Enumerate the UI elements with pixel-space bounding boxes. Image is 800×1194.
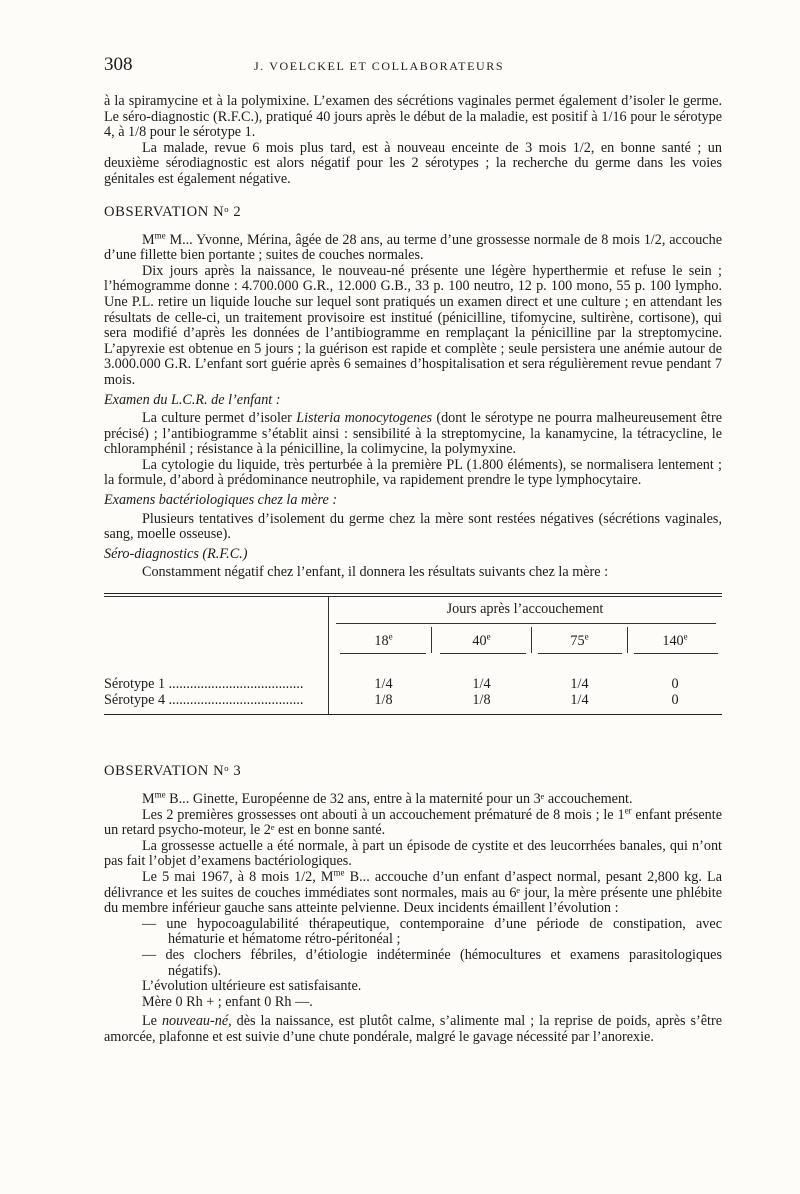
- column-header: [432, 633, 531, 650]
- paragraph: Plusieurs tentatives d’isolement du germe chez la mère sont restées négatives (sécrétions vaginales, sang, moelle osseuse).: [104, 510, 722, 543]
- paragraph: [104, 1014, 722, 1045]
- superscript: me: [333, 867, 345, 878]
- text: 40: [472, 633, 487, 650]
- text: 140: [662, 633, 684, 650]
- observation-2-heading: OBSERVATION Nᵒ 2: [104, 203, 242, 220]
- emphasis: nouveau-né,: [161, 1013, 232, 1030]
- superscript: e: [486, 631, 491, 642]
- paragraph: [104, 804, 722, 839]
- table-divider: [431, 627, 432, 653]
- list-item: — des clochers fébriles, d’étiologie indéterminée (hémocultures et examens parasitologiques négatifs).: [142, 946, 722, 979]
- paragraph: à la spiramycine et à la polymixine. L’examen des sécrétions vaginales permet également d’isoler le germe. Le séro-diagnostic (R.F.C.), pratiqué 40 jours après le début de la maladie, est positif à 1/16 pour le sérotype 4, à 1/8 pour le sérotype 1.: [104, 93, 722, 141]
- column-header: [628, 633, 722, 650]
- text: 75: [570, 633, 585, 650]
- table-divider: [627, 627, 628, 653]
- table-rule: [440, 653, 526, 654]
- table-cell: 0: [671, 676, 679, 693]
- text: 18: [374, 633, 389, 650]
- table-rule: [104, 596, 722, 597]
- table-cell: 1/4: [570, 676, 589, 693]
- paragraph: Constamment négatif chez l’enfant, il donnera les résultats suivants chez la mère :: [142, 564, 609, 581]
- table-cell: 1/4: [570, 692, 589, 709]
- superscript: me: [154, 229, 166, 240]
- text: (dont le sérotype ne pourra malheureusement être précisé) ; l’antibiogramme s’établit ainsi : sensibilité à la streptomycine, la kanamycine, la tétracycline, le chloramphénil ; résistance à la pénicilline, la colimycine, la polymyxine.: [104, 410, 722, 458]
- table-rule: [336, 623, 716, 624]
- subheading: Examens bactériologiques chez la mère :: [104, 492, 338, 509]
- superscript: me: [154, 789, 166, 800]
- table-divider: [531, 627, 532, 653]
- text: dès la naissance, est plutôt calme, s’alimente mal ; la reprise de poids, après s’être amorcée, plafonne et est suivie d’une chute pondérale, malgré le gavage nécessité par l’anorexie.: [104, 1013, 723, 1045]
- page-header: [104, 54, 722, 78]
- superscript: e: [584, 631, 589, 642]
- incident-list: [104, 917, 722, 979]
- table-group-header: Jours après l’accouchement: [446, 601, 604, 618]
- paragraph: L’évolution ultérieure est satisfaisante.: [142, 978, 362, 995]
- page: [104, 54, 722, 1046]
- column-header: [532, 633, 627, 650]
- table-rule: [634, 653, 718, 654]
- table-rule: [104, 714, 722, 715]
- page-number: 308: [104, 54, 133, 75]
- superscript: e: [388, 631, 393, 642]
- text: Le: [142, 1013, 162, 1030]
- table-cell: 0: [671, 692, 679, 709]
- table-cell: 1/8: [472, 692, 491, 709]
- serology-table: [104, 593, 722, 743]
- paragraph: Dix jours après la naissance, le nouveau-né présente une légère hyperthermie et refuse le sein ; l’hémogramme donne : 4.700.000 G.R., 12.000 G.B., 33 p. 100 neutro, 12 p. 100 mono, 55 p. 100 lympho. Une P.L. retire un liquide louche sur lequel sont pratiqués un examen direct et une culture ; en attendant les résultats de celle-ci, un traitement provisoire est institué (pénicilline, tifomycine, sultirène, cortisone), qui sera modifié d’après les données de l’antibiogramme en remplaçant la pénicilline par la streptomycine. L’apyrexie est obtenue en 5 jours ; la guérison est rapide et complète ; seule persistera une anémie autour de 3.000.000 G.R. L’enfant sort guérie après 6 semaines d’hospitalisation et sera régulièrement revue pendant 7 mois.: [104, 262, 722, 388]
- column-header: [336, 633, 431, 650]
- text: B... Ginette, Européenne de 32 ans, entre à la maternité pour un 3ᵉ accouchement.: [165, 791, 633, 808]
- running-head: J. VOELCKEL ET COLLABORATEURS: [254, 59, 505, 73]
- observation-3-heading: OBSERVATION Nᵒ 3: [104, 763, 242, 780]
- table-rule: [104, 593, 722, 594]
- superscript: e: [683, 631, 688, 642]
- paragraph: La malade, revue 6 mois plus tard, est à nouveau enceinte de 3 mois 1/2, en bonne santé ; un deuxième sérodiagnostic est alors négatif pour les 2 sérotypes ; la recherche du germe dans les voies génitales est également négative.: [104, 139, 722, 187]
- paragraph: La grossesse actuelle a été normale, à part un épisode de cystite et des leucorrhées banales, qui n’ont pas fait l’objet d’examens bactériologiques.: [104, 837, 722, 870]
- species-name: Listeria monocytogenes: [296, 410, 433, 427]
- row-label: Sérotype 4 ......................................: [104, 692, 304, 709]
- text: La culture permet d’isoler: [142, 410, 297, 427]
- text: Les 2 premières grossesses ont abouti à un accouchement prématuré de 8 mois ; le 1: [142, 806, 625, 823]
- table-cell: 1/8: [374, 692, 393, 709]
- paragraph: La cytologie du liquide, très perturbée à la première PL (1.800 éléments), se normalisera lentement ; la formule, d’abord à prédominance neutrophile, va rapidement prendre le type lymphocytaire.: [104, 456, 722, 489]
- text: Le 5 mai 1967, à 8 mois 1/2, M: [142, 869, 334, 885]
- table-rule: [340, 653, 426, 654]
- text: B... accouche d’un enfant d’aspect normal, pesant 2,800 kg. La délivrance et les suites de couches immédiates sont normales, mais au 6ᵉ jour, la mère présente une phlébite du membre inférieur gauche sans atteinte pelvienne. Deux incidents émaillent l’évolution :: [104, 869, 722, 917]
- table-rule: [538, 653, 622, 654]
- superscript: er: [624, 804, 632, 815]
- text: enfant présente un retard psycho-moteur, le 2ᵉ est en bonne santé.: [104, 806, 722, 839]
- subheading: Examen du L.C.R. de l’enfant :: [104, 391, 281, 408]
- title-abbrev: M: [142, 791, 155, 808]
- paragraph: [104, 411, 722, 458]
- row-label: Sérotype 1 ......................................: [104, 676, 304, 693]
- paragraph: [104, 867, 722, 917]
- paragraph: [104, 229, 722, 264]
- table-cell: 1/4: [472, 676, 491, 693]
- subheading: Séro-diagnostics (R.F.C.): [104, 545, 248, 562]
- paragraph: Mère 0 Rh + ; enfant 0 Rh —.: [142, 993, 313, 1010]
- table-cell: 1/4: [374, 676, 393, 693]
- list-item: — une hypocoagulabilité thérapeutique, contemporaine d’une période de constipation, avec hématurie et hématome rétro-péritonéal ;: [142, 915, 722, 948]
- text: M... Yvonne, Mérina, âgée de 28 ans, au terme d’une grossesse normale de 8 mois 1/2, accouche d’une fillette bien portante ; suites de couches normales.: [104, 231, 722, 264]
- title-abbrev: M: [142, 231, 155, 248]
